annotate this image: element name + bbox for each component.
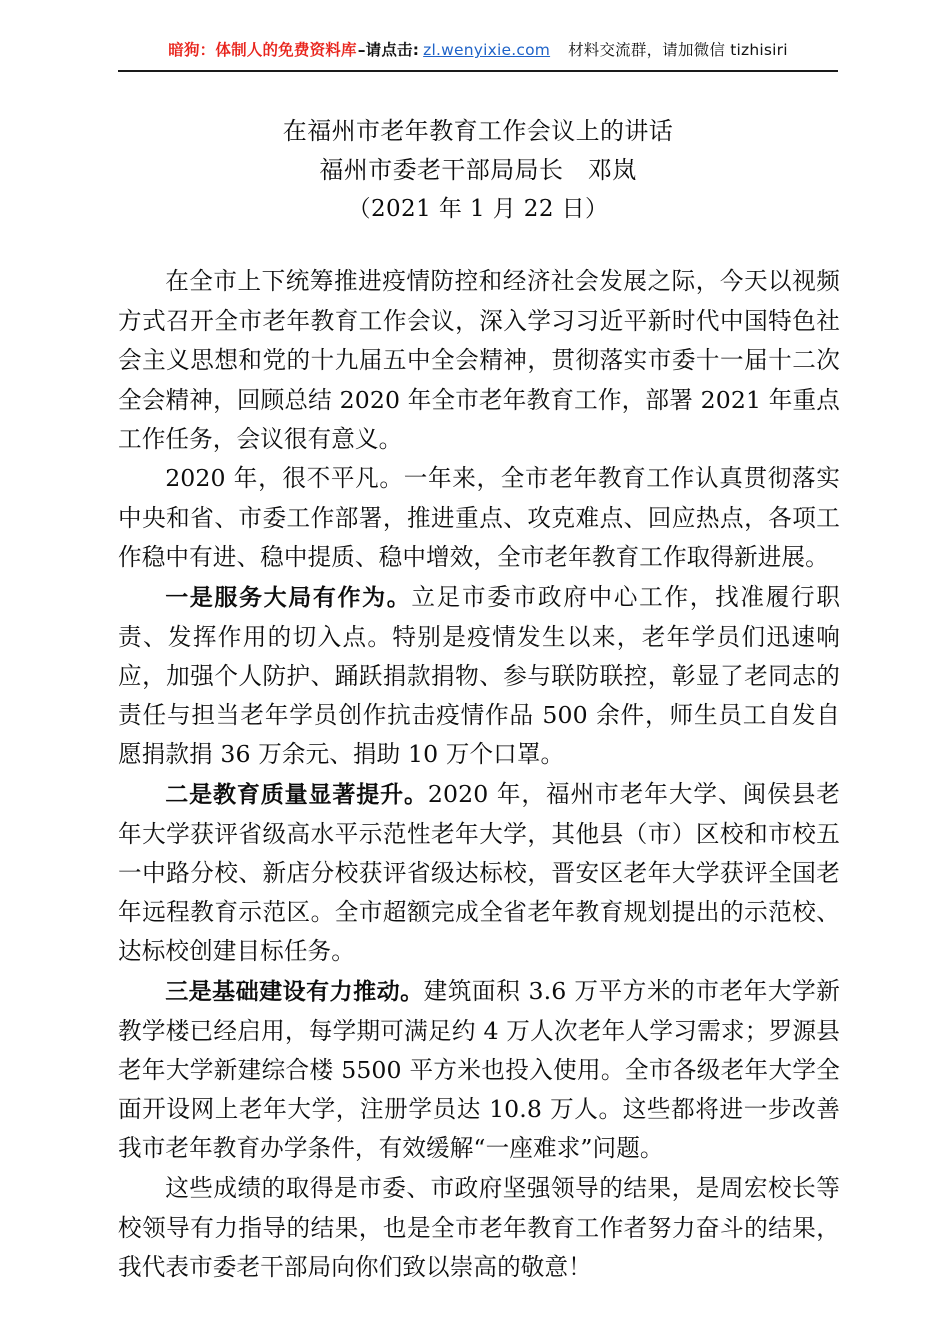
paragraph-lead: 一是服务大局有作为。 (165, 584, 412, 611)
paragraph (118, 578, 840, 775)
paragraph (118, 972, 840, 1169)
paragraph-text: 这些成绩的取得是市委、市政府坚强领导的结果，是周宏校长等校领导有力指导的结果，也是全市老年教育工作者努力奋斗的结果，我代表市委老干部局向你们致以崇高的敬意！ (118, 1173, 840, 1282)
page-title: 在福州市老年教育工作会议上的讲话 (282, 117, 674, 145)
document-title-block (118, 112, 838, 229)
document-byline: 福州市委老干部局局长 邓岚 (319, 156, 637, 184)
header-divider-rule (118, 70, 838, 72)
paragraph-text: 立足市委市政府中心工作，找准履行职责、发挥作用的切入点。特别是疫情发生以来，老年学员们迅速响应，加强个人防护、踊跃捐款捐物、参与联防联控，彰显了老同志的责任与担当老年学员创作抗击疫情作品 500 余件，师生员工自发自愿捐款捐 36 万余元、捐助 10 万个口罩。 (118, 582, 841, 769)
paragraph-text: 2020 年，很不平凡。一年来，全市老年教育工作认真贯彻落实中央和省、市委工作部署，推进重点、攻克难点、回应热点，各项工作稳中有进、稳中提质、稳中增效，全市老年教育工作取得新进展。 (118, 464, 840, 572)
promo-header-banner (118, 36, 838, 66)
paragraph-text: 2020 年，福州市老年大学、闽侯县老年大学获评省级高水平示范性老年大学，其他县（市）区校和市校五一中路分校、新店分校获评省级达标校，晋安区老年大学获评全国老年远程教育示范区。全市超额完成全省老年教育规划提出的示范校、达标校创建目标任务。 (118, 779, 840, 966)
paragraph-text: 建筑面积 3.6 万平方米的市老年大学新教学楼已经启用，每学期可满足约 4 万人次老年人学习需求；罗源县老年大学新建综合楼 5500 平方米也投入使用。全市各级老年大学全面开设网上老年大学，注册学员达 10.8 万人。这些都将进一步改善我市老年教育办学条件，有效缓解“一座难求”问题。 (118, 976, 840, 1163)
paragraph-lead: 三是基础建设有力推动。 (165, 978, 424, 1005)
paragraph (118, 262, 840, 459)
promo-brand-label: 暗狗：体制人的免费资料库 (168, 41, 357, 60)
paragraph-text: 在全市上下统筹推进疫情防控和经济社会发展之际，今天以视频方式召开全市老年教育工作会议，深入学习习近平新时代中国特色社会主义思想和党的十九届五中全会精神，贯彻落实市委十一届十二次全会精神，回顾总结 2020 年全市老年教育工作，部署 2021 年重点工作任务，会议很有意义。 (118, 267, 840, 453)
promo-wechat-label: 材料交流群，请加微信 tizhisiri (568, 41, 788, 60)
promo-separator-label: –请点击: (357, 41, 420, 60)
document-body (118, 262, 840, 1287)
paragraph (118, 1169, 840, 1288)
promo-website-link[interactable]: zl.wenyixie.com (423, 41, 551, 60)
document-date: （2021 年 1 月 22 日） (347, 196, 609, 222)
paragraph-lead: 二是教育质量显著提升。 (165, 781, 428, 808)
paragraph (118, 775, 840, 972)
paragraph (118, 459, 840, 578)
